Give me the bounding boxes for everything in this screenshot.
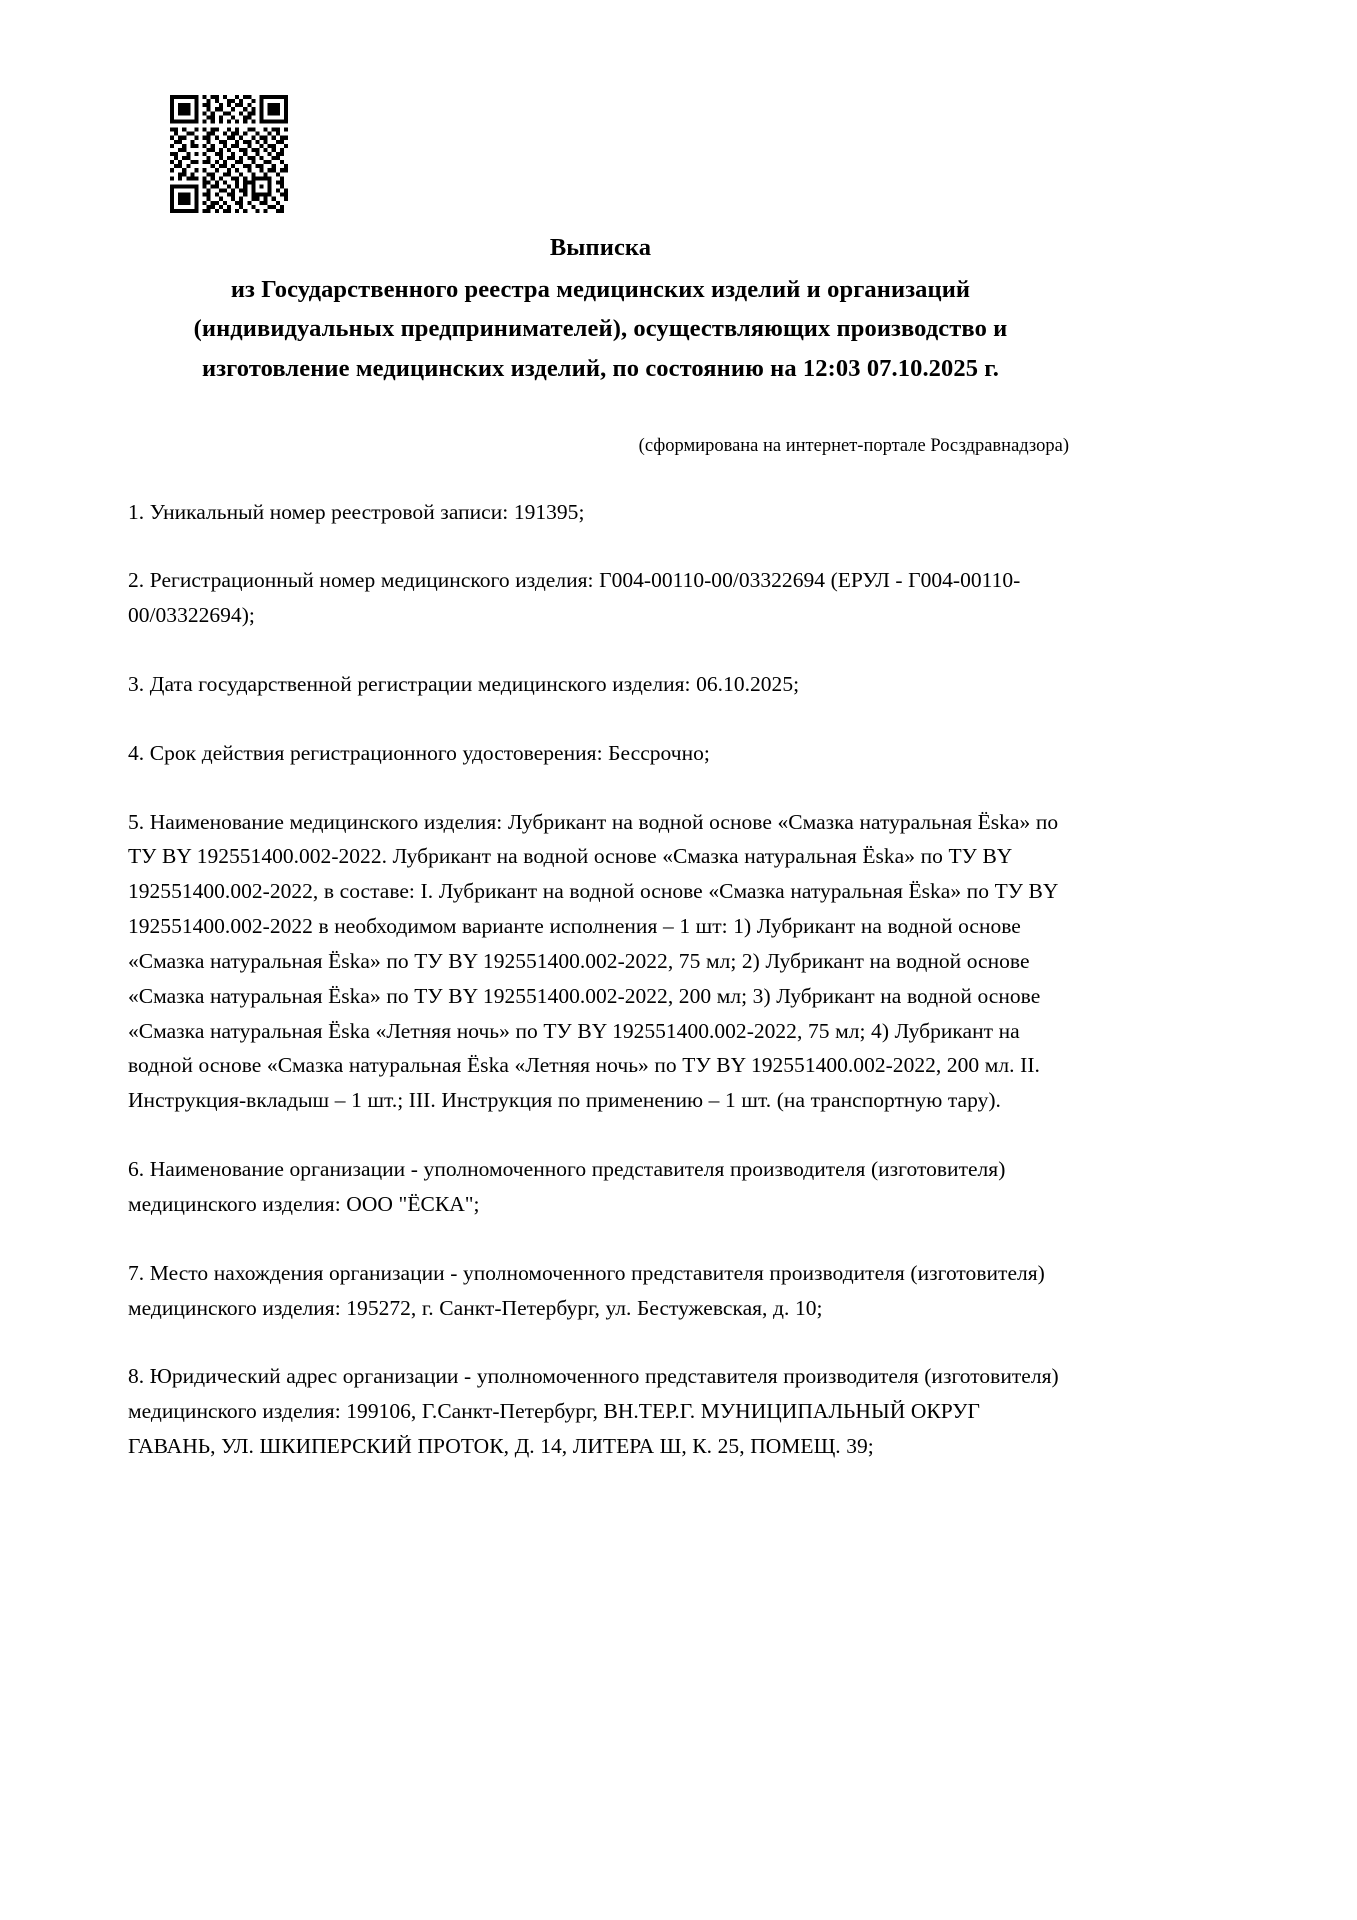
title-line-4: изготовление медицинских изделий, по состоянию на 12:03 07.10.2025 г. [202, 355, 999, 383]
qr-code [170, 95, 288, 213]
clause-item-1: 1. Уникальный номер реестровой записи: 191395; [128, 499, 585, 524]
clause-item-7: 7. Место нахождения организации - уполномоченного представителя производителя (изготовителя) медицинского изделия: 195272, г. Санкт-Петербург, ул. Бестужевская, д. 10; [128, 1260, 1045, 1320]
clause-item-2: 2. Регистрационный номер медицинского изделия: Г004-00110-00/03322694 (ЕРУЛ - Г004-00110-00/03322694); [128, 568, 1021, 628]
clause-list [128, 495, 1073, 1464]
clause-item-3: 3. Дата государственной регистрации медицинского изделия: 06.10.2025; [128, 671, 800, 696]
qr-code-icon [170, 95, 288, 213]
clause-item-4: 4. Срок действия регистрационного удостоверения: Бессрочно; [128, 740, 710, 765]
clause-item-8: 8. Юридический адрес организации - уполномоченного представителя производителя (изготовителя) медицинского изделия: 199106, Г.Санкт-Петербург, ВН.ТЕР.Г. МУНИЦИПАЛЬНЫЙ ОКРУГ ГАВАНЬ, УЛ. ШКИПЕРСКИЙ ПРОТОК, Д. 14, ЛИТЕРА Ш, К. 25, ПОМЕЩ. 39; [128, 1364, 1059, 1459]
clause-item-5: 5. Наименование медицинского изделия: Лубрикант на водной основе «Смазка натуральная Ëska» по ТУ BY 192551400.002-2022. Лубрикант на водной основе «Смазка натуральная Ëska» по ТУ BY 192551400.002-2022, в составе: I. Лубрикант на водной основе «Смазка натуральная Ëska» по ТУ BY 192551400.002-2022 в необходимом варианте исполнения – 1 шт: 1) Лубрикант на водной основе «Смазка натуральная Ëska» по ТУ BY 192551400.002-2022, 75 мл; 2) Лубрикант на водной основе «Смазка натуральная Ëska» по ТУ BY 192551400.002-2022, 200 мл; 3) Лубрикант на водной основе «Смазка натуральная Ëska «Летняя ночь» по ТУ BY 192551400.002-2022, 75 мл; 4) Лубрикант на водной основе «Смазка натуральная Ëska «Летняя ночь» по ТУ BY 192551400.002-2022, 200 мл. II. Инструкция-вкладыш – 1 шт.; III. Инструкция по применению – 1 шт. (на транспортную тару). [128, 809, 1059, 1113]
title-line-2: из Государственного реестра медицинских изделий и организаций [230, 275, 971, 303]
formed-note: (сформирована на интернет-портале Росздравнадзора) [638, 435, 1069, 456]
title-line-1: Выписка [549, 234, 652, 261]
page-title [128, 228, 1073, 389]
clause-item-6: 6. Наименование организации - уполномоченного представителя производителя (изготовителя) медицинского изделия: ООО "ЁСКА"; [128, 1157, 1006, 1216]
document-content [128, 228, 1073, 1464]
title-line-3: (индивидуальных предпринимателей), осуществляющих производство и [193, 315, 1008, 343]
